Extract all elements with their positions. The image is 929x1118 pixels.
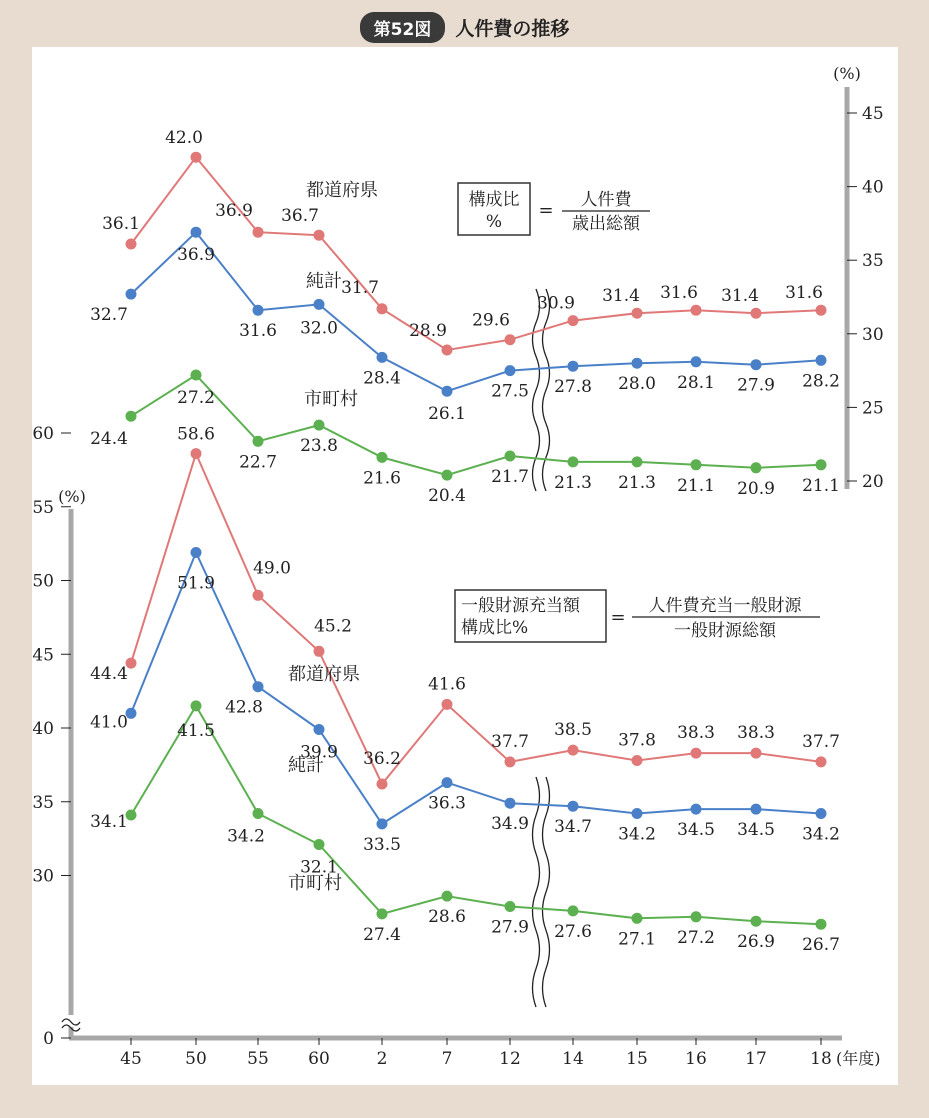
- top-point-prefecture-16: [691, 305, 702, 316]
- x-tick-label-16: 16: [685, 1049, 707, 1069]
- bottom-value-label-municipal-14: 27.6: [554, 921, 592, 942]
- top-line-total-bridge: [510, 366, 573, 370]
- top-value-label-prefecture-7: 28.9: [409, 320, 447, 341]
- bottom-point-municipal-7: [442, 891, 453, 902]
- bottom-value-label-prefecture-15: 37.8: [618, 730, 656, 751]
- top-value-label-municipal-7: 20.4: [428, 486, 466, 507]
- bottom-point-prefecture-17: [751, 748, 762, 759]
- bottom-value-label-prefecture-12: 37.7: [491, 731, 529, 752]
- top-value-label-municipal-16: 21.1: [677, 475, 715, 496]
- top-series-name-total: 純計: [306, 271, 342, 292]
- top-point-total-50: [191, 227, 202, 238]
- bottom-formula-left-line1: 一般財源充当額: [461, 596, 580, 616]
- bottom-point-prefecture-60: [314, 646, 325, 657]
- top-point-total-60: [314, 299, 325, 310]
- top-point-municipal-12: [505, 451, 516, 462]
- bottom-axis-break-left: [533, 777, 540, 1007]
- top-value-label-municipal-45: 24.4: [90, 429, 128, 450]
- bottom-point-total-12: [505, 798, 516, 809]
- bottom-value-label-prefecture-50: 58.6: [177, 424, 215, 445]
- bottom-value-label-total-2: 33.5: [363, 834, 401, 855]
- top-point-municipal-45: [126, 411, 137, 422]
- top-formula-equals: =: [538, 200, 554, 221]
- top-value-label-municipal-15: 21.3: [618, 472, 656, 493]
- bottom-y-axis-unit: (%): [58, 487, 86, 506]
- top-value-label-prefecture-55: 36.9: [215, 201, 253, 222]
- top-value-label-municipal-50: 27.2: [177, 388, 215, 409]
- top-y-tick-label-45: 45: [862, 104, 884, 124]
- x-tick-label-7: 7: [441, 1049, 453, 1069]
- top-point-municipal-17: [751, 462, 762, 473]
- bottom-value-label-municipal-2: 27.4: [363, 924, 401, 945]
- top-y-tick-label-30: 30: [862, 324, 884, 345]
- bottom-y-tick-label-60: 60: [32, 424, 54, 444]
- top-point-municipal-7: [442, 470, 453, 481]
- top-point-total-17: [751, 359, 762, 370]
- top-point-total-16: [691, 356, 702, 367]
- bottom-point-total-55: [253, 681, 264, 692]
- top-line-prefecture-bridge: [510, 321, 573, 340]
- bottom-point-municipal-55: [253, 808, 264, 819]
- bottom-point-municipal-2: [377, 908, 388, 919]
- bottom-y-axis-break-a: [62, 1019, 80, 1025]
- top-value-label-total-2: 28.4: [363, 368, 401, 389]
- top-point-total-45: [126, 289, 137, 300]
- top-point-prefecture-55: [253, 227, 264, 238]
- top-point-prefecture-12: [505, 334, 516, 345]
- top-formula-numerator: 人件費: [580, 190, 632, 210]
- bottom-value-label-prefecture-2: 36.2: [363, 749, 401, 770]
- bottom-value-label-total-18: 34.2: [802, 824, 840, 845]
- top-value-label-prefecture-16: 31.6: [660, 283, 698, 304]
- top-formula-denominator: 歳出総額: [572, 214, 640, 234]
- bottom-point-municipal-16: [691, 911, 702, 922]
- top-y-axis-unit: (%): [833, 64, 861, 83]
- bottom-value-label-municipal-17: 26.9: [737, 932, 775, 953]
- bottom-value-label-municipal-7: 28.6: [428, 907, 466, 928]
- top-line-municipal-bridge: [510, 456, 573, 462]
- bottom-formula-numerator: 人件費充当一般財源: [648, 596, 802, 616]
- top-value-label-prefecture-17: 31.4: [721, 286, 759, 307]
- bottom-point-total-17: [751, 804, 762, 815]
- bottom-value-label-total-45: 41.0: [90, 712, 128, 733]
- bottom-point-prefecture-50: [191, 448, 202, 459]
- bottom-point-total-50: [191, 547, 202, 558]
- top-value-label-prefecture-50: 42.0: [165, 128, 203, 149]
- top-point-prefecture-15: [632, 308, 643, 319]
- top-value-label-total-50: 36.9: [177, 245, 215, 266]
- bottom-point-municipal-60: [314, 839, 325, 850]
- bottom-point-total-18: [816, 808, 827, 819]
- x-tick-label-14: 14: [562, 1049, 584, 1069]
- top-formula-left-line1: 構成比: [468, 190, 520, 210]
- bottom-value-label-municipal-60: 32.1: [300, 857, 338, 878]
- top-point-municipal-15: [632, 456, 643, 467]
- bottom-y-tick-label-35: 35: [32, 792, 54, 813]
- bottom-point-municipal-17: [751, 916, 762, 927]
- top-axis-break-left: [533, 289, 540, 491]
- top-value-label-total-17: 27.9: [737, 375, 775, 396]
- bottom-line-municipal-bridge: [510, 907, 573, 911]
- bottom-value-label-municipal-45: 34.1: [90, 812, 128, 833]
- top-y-tick-label-25: 25: [862, 398, 884, 419]
- bottom-value-label-total-55: 42.8: [225, 697, 263, 718]
- top-point-prefecture-45: [126, 239, 137, 250]
- top-value-label-total-16: 28.1: [677, 372, 715, 393]
- top-formula-left-line2: %: [485, 212, 503, 232]
- bottom-point-municipal-18: [816, 919, 827, 930]
- x-tick-label-60: 60: [308, 1049, 330, 1069]
- bottom-value-label-total-60: 39.9: [300, 742, 338, 763]
- bottom-value-label-municipal-50: 41.5: [177, 720, 215, 741]
- top-value-label-municipal-17: 20.9: [737, 478, 775, 499]
- bottom-value-label-prefecture-45: 44.4: [90, 664, 128, 685]
- bottom-point-prefecture-14: [568, 745, 579, 756]
- bottom-value-label-municipal-12: 27.9: [491, 917, 529, 938]
- top-point-municipal-60: [314, 420, 325, 431]
- top-point-total-18: [816, 355, 827, 366]
- top-point-prefecture-17: [751, 308, 762, 319]
- bottom-value-label-municipal-15: 27.1: [618, 929, 656, 950]
- bottom-axis-break-right: [543, 777, 550, 1007]
- bottom-value-label-prefecture-16: 38.3: [677, 723, 715, 744]
- bottom-value-label-prefecture-18: 37.7: [802, 731, 840, 752]
- bottom-value-label-total-17: 34.5: [737, 820, 775, 841]
- top-value-label-total-55: 31.6: [239, 321, 277, 342]
- figure-title-bar: [0, 10, 929, 44]
- top-value-label-total-45: 32.7: [90, 305, 128, 326]
- top-point-municipal-16: [691, 459, 702, 470]
- top-value-label-prefecture-12: 29.6: [472, 310, 510, 331]
- x-tick-label-17: 17: [745, 1049, 767, 1069]
- bottom-point-total-60: [314, 724, 325, 735]
- top-point-total-15: [632, 358, 643, 369]
- bottom-series-name-municipal: 市町村: [288, 873, 342, 894]
- bottom-point-prefecture-55: [253, 590, 264, 601]
- bottom-point-total-14: [568, 801, 579, 812]
- bottom-point-prefecture-18: [816, 756, 827, 767]
- top-point-prefecture-14: [568, 315, 579, 326]
- top-value-label-prefecture-60: 36.7: [281, 206, 319, 227]
- top-series-name-prefecture: 都道府県: [306, 180, 378, 201]
- top-value-label-total-60: 32.0: [300, 318, 338, 339]
- bottom-point-prefecture-16: [691, 748, 702, 759]
- top-point-municipal-14: [568, 456, 579, 467]
- top-y-tick-label-20: 20: [862, 472, 884, 492]
- bottom-value-label-prefecture-7: 41.6: [428, 674, 466, 695]
- top-point-prefecture-18: [816, 305, 827, 316]
- bottom-y-tick-label-40: 40: [32, 719, 54, 739]
- top-point-prefecture-50: [191, 152, 202, 163]
- x-tick-label-45: 45: [120, 1049, 142, 1069]
- bottom-y-tick-label-0: 0: [43, 1029, 54, 1049]
- top-value-label-prefecture-15: 31.4: [602, 286, 640, 307]
- top-point-total-7: [442, 386, 453, 397]
- top-value-label-total-14: 27.8: [554, 377, 592, 398]
- bottom-point-total-16: [691, 804, 702, 815]
- bottom-formula-denominator: 一般財源総額: [674, 621, 776, 641]
- bottom-point-prefecture-7: [442, 699, 453, 710]
- top-value-label-municipal-12: 21.7: [491, 466, 529, 487]
- bottom-value-label-prefecture-60: 45.2: [314, 616, 352, 637]
- bottom-series-name-prefecture: 都道府県: [288, 664, 360, 685]
- bottom-point-prefecture-2: [377, 779, 388, 790]
- top-value-label-prefecture-18: 31.6: [785, 283, 823, 304]
- bottom-y-tick-label-50: 50: [32, 571, 54, 592]
- bottom-formula-left-line2: 構成比%: [461, 618, 529, 638]
- top-y-tick-label-40: 40: [862, 177, 884, 198]
- top-point-prefecture-60: [314, 230, 325, 241]
- bottom-point-prefecture-12: [505, 756, 516, 767]
- bottom-value-label-prefecture-14: 38.5: [554, 720, 592, 741]
- bottom-point-total-7: [442, 777, 453, 788]
- bottom-y-tick-label-30: 30: [32, 866, 54, 887]
- lines-layer: [131, 157, 821, 924]
- top-y-tick-label-35: 35: [862, 251, 884, 272]
- top-point-total-55: [253, 305, 264, 316]
- bottom-value-label-total-14: 34.7: [554, 817, 592, 838]
- bottom-point-municipal-15: [632, 913, 643, 924]
- bottom-series-name-total: 純計: [288, 755, 324, 776]
- bottom-point-municipal-50: [191, 700, 202, 711]
- top-value-label-total-7: 26.1: [428, 404, 466, 425]
- top-point-prefecture-2: [377, 303, 388, 314]
- x-tick-label-2: 2: [376, 1049, 388, 1069]
- x-tick-label-18: 18: [810, 1049, 832, 1069]
- x-tick-label-50: 50: [185, 1049, 207, 1069]
- top-value-label-prefecture-14: 30.9: [537, 293, 575, 314]
- x-tick-label-12: 12: [499, 1049, 521, 1069]
- bottom-formula-equals: =: [610, 607, 626, 628]
- top-value-label-municipal-2: 21.6: [363, 468, 401, 489]
- bottom-value-label-total-12: 34.9: [491, 814, 529, 835]
- top-point-total-12: [505, 365, 516, 376]
- bottom-line-total-bridge: [510, 803, 573, 806]
- bottom-value-label-prefecture-17: 38.3: [737, 723, 775, 744]
- labels-layer: [90, 128, 840, 955]
- top-point-municipal-18: [816, 459, 827, 470]
- figure-title: 人件費の推移: [455, 17, 570, 40]
- top-value-label-municipal-18: 21.1: [802, 475, 840, 496]
- bottom-value-label-total-7: 36.3: [428, 793, 466, 814]
- bottom-value-label-total-15: 34.2: [618, 824, 656, 845]
- top-value-label-municipal-60: 23.8: [300, 436, 338, 457]
- top-value-label-total-18: 28.2: [802, 371, 840, 392]
- x-axis-unit: (年度): [836, 1049, 881, 1068]
- chart-panel: [32, 47, 898, 1085]
- bottom-y-tick-label-45: 45: [32, 645, 54, 666]
- points-layer: [126, 152, 827, 930]
- top-value-label-prefecture-45: 36.1: [102, 214, 140, 235]
- top-point-prefecture-7: [442, 345, 453, 356]
- bottom-y-tick-label-55: 55: [32, 497, 54, 518]
- top-value-label-municipal-14: 21.3: [554, 472, 592, 493]
- x-tick-label-55: 55: [247, 1049, 269, 1069]
- top-value-label-prefecture-2: 31.7: [341, 277, 379, 298]
- top-value-label-total-15: 28.0: [618, 374, 656, 395]
- figure-number-badge: 第52図: [360, 12, 446, 43]
- top-point-total-2: [377, 352, 388, 363]
- top-axis-break-right: [543, 289, 550, 491]
- top-series-name-municipal: 市町村: [304, 389, 358, 410]
- top-point-municipal-50: [191, 370, 202, 381]
- top-point-total-14: [568, 361, 579, 372]
- bottom-value-label-municipal-16: 27.2: [677, 927, 715, 948]
- bottom-point-total-15: [632, 808, 643, 819]
- top-point-municipal-55: [253, 436, 264, 447]
- top-value-label-total-12: 27.5: [491, 381, 529, 402]
- bottom-value-label-municipal-55: 34.2: [227, 826, 265, 847]
- bottom-point-municipal-14: [568, 905, 579, 916]
- chart-svg: [32, 47, 898, 1085]
- bottom-point-prefecture-15: [632, 755, 643, 766]
- bottom-value-label-prefecture-55: 49.0: [253, 558, 291, 579]
- bottom-point-municipal-12: [505, 901, 516, 912]
- bottom-value-label-total-50: 51.9: [177, 573, 215, 594]
- bottom-value-label-municipal-18: 26.7: [802, 935, 840, 956]
- bottom-point-total-2: [377, 818, 388, 829]
- top-value-label-municipal-55: 22.7: [239, 452, 277, 473]
- top-point-municipal-2: [377, 452, 388, 463]
- x-tick-label-15: 15: [626, 1049, 648, 1069]
- bottom-value-label-total-16: 34.5: [677, 820, 715, 841]
